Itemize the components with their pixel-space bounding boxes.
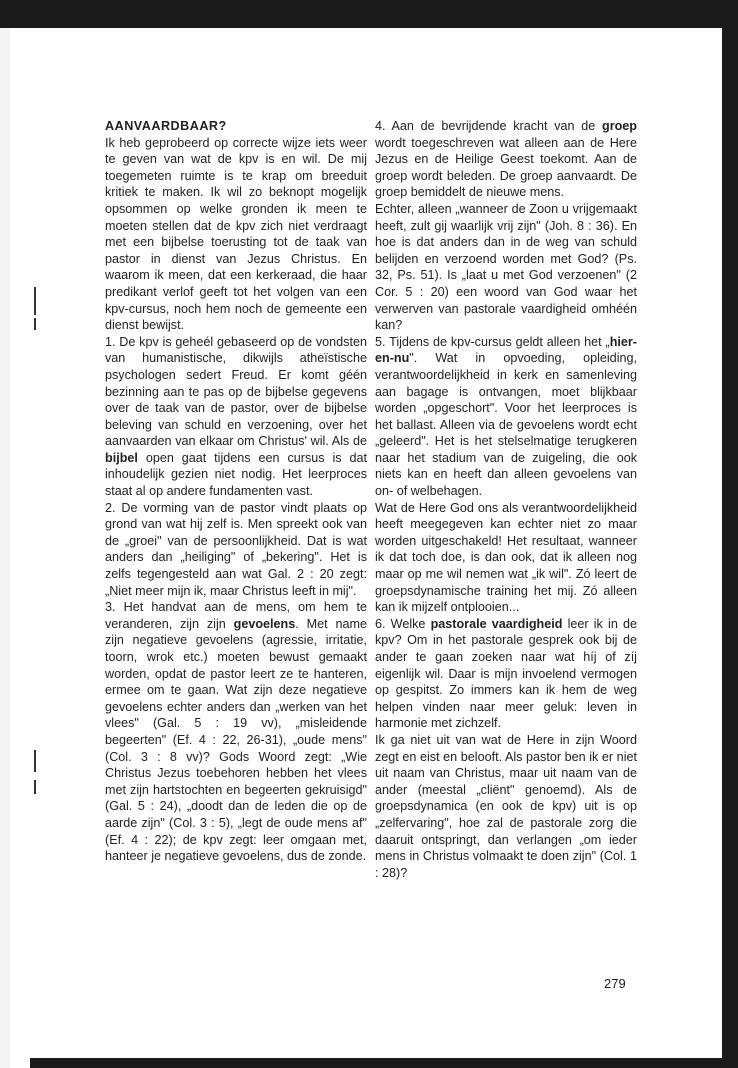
paragraph-point-5-continued: Wat de Here God ons als verantwoordelijkheid heeft meegegeven kan echter niet zo maar worden uitgeschakeld! Het resultaat, wanneer ik dat toch doe, is dan ook, dat ik alleen nog maar op me wil nemen wat „ik wil". Zó leert de groepsdynamische training het mij. Zó alleen kan ik mijzelf ontplooien...	[375, 500, 637, 615]
paragraph-point-2: 2. De vorming van de pastor vindt plaats op grond van wat hij zelf is. Men spreekt ook van de „groei" van de persoonlijkheid. Dat is wat anders dan „heiliging" of „bekering". Het is zelfs tegengesteld aan wat Gal. 2 : 20 zegt: „Niet meer mijn ik, maar Christus leeft in mij".	[105, 500, 367, 598]
paragraph-point-4: 4. Aan de bevrijdende kracht van de groep wordt toegeschreven wat alleen aan de Here Jezus en de Heilige Geest toekomt. Aan de groep wordt beleden. De groep aanvaardt. De groep bemiddelt de nieuwe mens.	[375, 119, 637, 200]
scan-bottom-border	[30, 1058, 738, 1068]
paragraph-point-6-continued: Ik ga niet uit van wat de Here in zijn Woord zegt en eist en belooft. Als pastor ben ik er niet uit naam van Christus, maar uit naam van de ander (meestal „cliënt" genoemd). Als de groepsdynamica (en ook de kpv) uit is op „zelfervaring", hoe zal de pastorale zorg die daaruit ontspringt, dan verlangen „om ieder mens in Christus volmaakt te doen zijn" (Col. 1 : 28)?	[375, 732, 637, 880]
left-column	[105, 118, 367, 865]
paragraph-point-3: 3. Het handvat aan de mens, om hem te veranderen, zijn zijn gevoelens. Met name zijn negatieve gevoelens (agressie, irritatie, toorn, wrok etc.) moeten bewust gemaakt worden, opdat de pastor leert ze te hanteren, ermee om te gaan. Wat zijn deze negatieve gevoelens echter anders dan „werken van het vlees" (Gal. 5 : 19 vv), „misleidende begeerten" (Ef. 4 : 22, 26-31), „oude mens" (Col. 3 : 8 vv)? Gods Woord zegt: „Wie Christus Jezus toebehoren hebben het vlees met zijn hartstochten en begeerten gekruisigd" (Gal. 5 : 24), „doodt dan de leden die op de aarde zijn" (Col. 3 : 5), „legt de oude mens af" (Ef. 4 : 22); de kpv zegt: leer omgaan met, hanteer je negatieve gevoelens, dus de zonde.	[105, 600, 367, 864]
paragraph-point-4-continued: Echter, alleen „wanneer de Zoon u vrijgemaakt heeft, zult gij waarlijk vrij zijn" (Joh. 8 : 36). En hoe is dat anders dan in de weg van schuld belijden en verzoend worden met God? (Ps. 32, Ps. 51). Is „laat u met God verzoenen" (2 Cor. 5 : 20) een woord van God waar het verwerven van pastorale vaardigheid omhéén kan?	[375, 201, 637, 333]
paragraph-point-6: 6. Welke pastorale vaardigheid leer ik in de kpv? Om in het pastorale gesprek ook bij de ander te gaan zoeken naar wat híj of zíj eigenlijk wil. Daar is mijn invoelend vermogen op gespitst. Zo immers kan ik hem de weg helpen vinden naar meer geluk: leven in harmonie met zichzelf.	[375, 616, 637, 731]
right-column	[375, 118, 637, 881]
paragraph-point-5: 5. Tijdens de kpv-cursus geldt alleen het „hier-en-nu". Wat in opvoeding, opleiding, verantwoordelijkheid in kerk en samenleving aan bagage is ontvangen, moet blijkbaar worden „opgeschort". Voor het leerproces is het ballast. Alleen via de gevoelens wordt echt „geleerd". Het is het stelselmatige terugkeren naar het stadium van de zuigeling, die ook niets kan en heeft dan alleen gevoelens van on- of welbehagen.	[375, 334, 637, 499]
paragraph-point-1: 1. De kpv is geheél gebaseerd op de vondsten van humanistische, dikwijls atheïstische psychologen sedert Freud. Er komt géén bezinning aan te pas op de bijbelse gegevens over de taak van de pastor, over de bijbelse beleving van schuld en verzoening, over het aanvaarden van elkaar om Christus' wil. Als de bijbel open gaat tijdens een cursus is dat inhoudelijk gezien niet nodig. Het leerproces staat al op andere fundamenten vast.	[105, 334, 367, 499]
paragraph-intro: Ik heb geprobeerd op correcte wijze iets weer te geven van wat de kpv is en wil. De mij toegemeten ruimte is te krap om breeduit kritiek te maken. Ik wil zo beknopt mogelijk opsommen op welke gronden ik meen te moeten stellen dat de kpv zich niet verdraagt met een bijbelse toerusting tot de taak van pastor in dienst van Jezus Christus. En waarom ik meen, dat een kerkeraad, die haar predikant verlof geeft tot het volgen van een kpv-cursus, noch hem noch de gemeente een dienst bewijst.	[105, 135, 367, 333]
page-number: 279	[604, 976, 626, 991]
section-heading: AANVAARDBAAR?	[105, 119, 227, 133]
scan-right-border	[722, 0, 738, 1068]
